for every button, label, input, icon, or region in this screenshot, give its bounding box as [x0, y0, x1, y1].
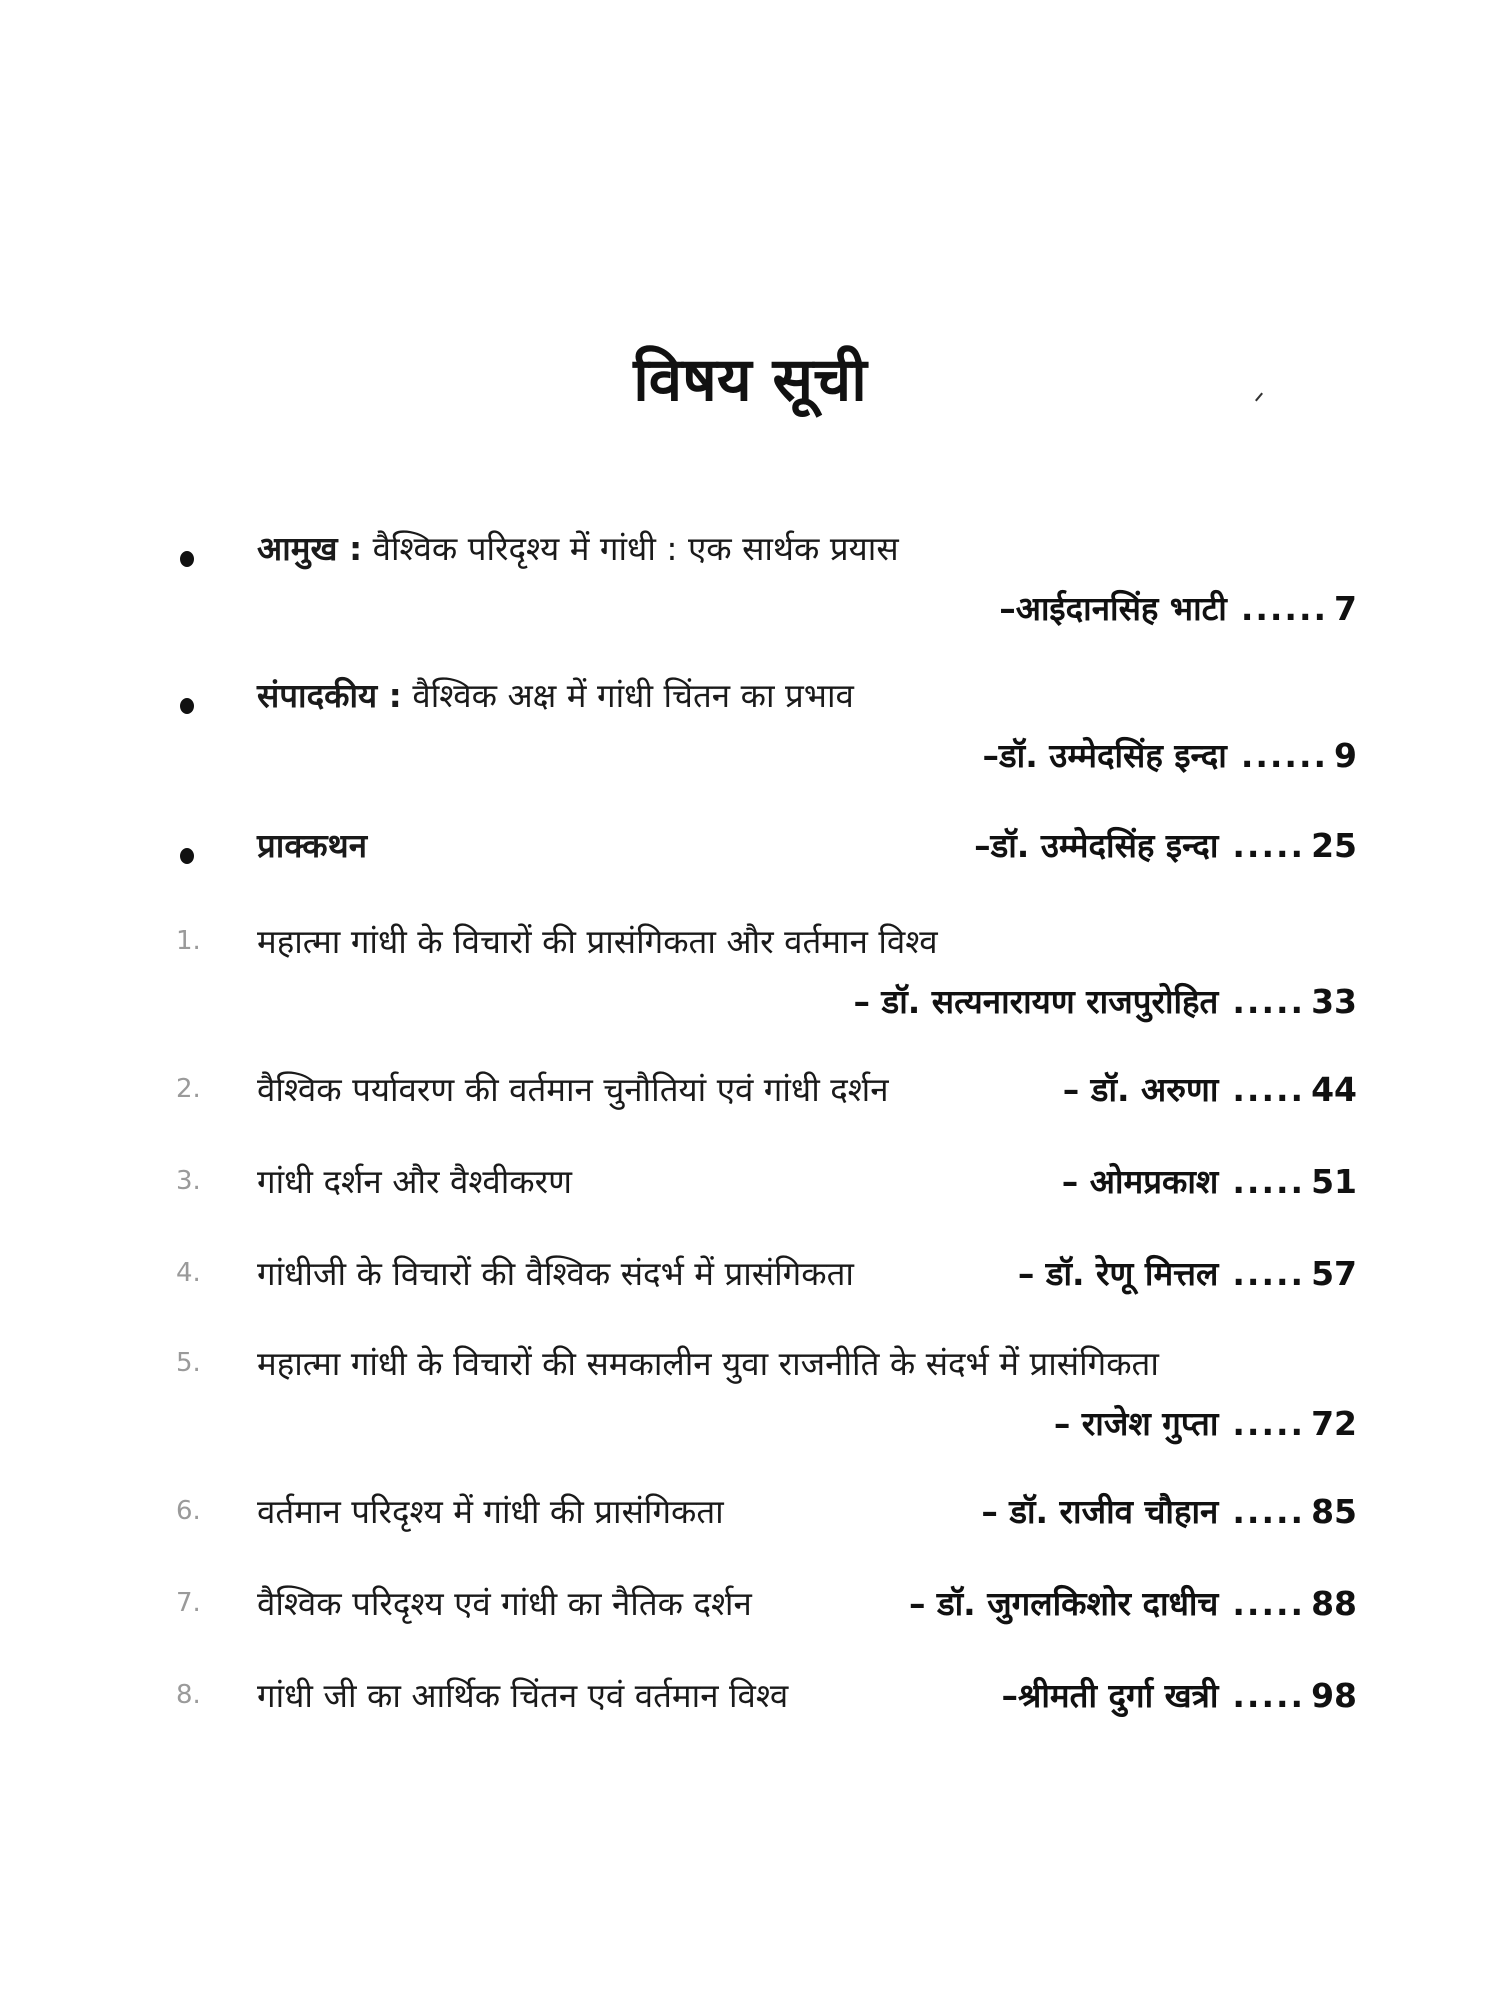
entry-title: [257, 1580, 752, 1625]
leader-dots: .....: [1232, 982, 1306, 1021]
leader-dots: .....: [1232, 1492, 1306, 1531]
entry-author: [1063, 1066, 1357, 1111]
entry-page-number: 9: [1334, 736, 1357, 775]
bullet-icon: [180, 698, 194, 714]
entry-page-number: 51: [1311, 1162, 1357, 1201]
entry-title: [257, 1250, 854, 1295]
page-title: विषय सूची: [633, 345, 867, 415]
entry-label: आमुख :: [257, 529, 363, 568]
entry-author: [1018, 1250, 1357, 1295]
entry-title-text: गांधी जी का आर्थिक चिंतन एवं वर्तमान विश्व: [257, 1676, 789, 1715]
leader-dots: .....: [1232, 1070, 1306, 1109]
entry-page-number: 88: [1311, 1584, 1357, 1623]
entry-author: [981, 1488, 1357, 1533]
entry-author-name: –डॉ. उम्मेदसिंह इन्दा: [974, 826, 1219, 865]
leader-dots: .....: [1232, 1254, 1306, 1293]
entry-author: [1054, 1400, 1357, 1445]
toc-entry: [0, 1340, 1500, 1480]
entry-number: 6.: [176, 1496, 201, 1526]
entry-number: 3.: [176, 1166, 201, 1196]
leader-dots: .....: [1232, 826, 1306, 865]
entry-title: [257, 1488, 724, 1533]
entry-page-number: 44: [1311, 1070, 1357, 1109]
entry-title: [257, 1066, 889, 1111]
bullet-icon: [180, 551, 194, 567]
leader-dots: .....: [1232, 1584, 1306, 1623]
entry-author-name: – डॉ. जुगलकिशोर दाधीच: [908, 1584, 1219, 1623]
leader-dots: .....: [1232, 1162, 1306, 1201]
entry-author-name: – डॉ. रेणू मित्तल: [1017, 1254, 1219, 1293]
entry-title-text: वर्तमान परिदृश्य में गांधी की प्रासंगिकता: [257, 1492, 724, 1531]
entry-author: [974, 822, 1357, 867]
entry-author: [909, 1580, 1357, 1625]
entry-number: 2.: [176, 1074, 201, 1104]
entry-author-name: –डॉ. उम्मेदसिंह इन्दा: [982, 736, 1227, 775]
entry-number: 1.: [176, 926, 201, 956]
entry-title-text: गांधीजी के विचारों की वैश्विक संदर्भ में प्रासंगिकता: [257, 1254, 854, 1293]
entry-page-number: 33: [1311, 982, 1357, 1021]
entry-page-number: 72: [1311, 1404, 1357, 1443]
entry-title: [257, 822, 367, 867]
entry-title-text: वैश्विक परिदृश्य एवं गांधी का नैतिक दर्शन: [257, 1584, 752, 1623]
entry-title-text: वैश्विक अक्ष में गांधी चिंतन का प्रभाव: [412, 676, 854, 715]
entry-page-number: 7: [1334, 589, 1357, 628]
entry-page-number: 85: [1311, 1492, 1357, 1531]
toc-entry: [0, 672, 1500, 812]
entry-author-name: – राजेश गुप्ता: [1053, 1404, 1219, 1443]
entry-author: [1001, 1672, 1357, 1717]
entry-title: [257, 672, 854, 717]
entry-label: संपादकीय :: [257, 676, 402, 715]
entry-author-name: – ओमप्रकाश: [1061, 1162, 1219, 1201]
entry-author: [1062, 1158, 1357, 1203]
entry-title-text: गांधी दर्शन और वैश्वीकरण: [257, 1162, 572, 1201]
leader-dots: ......: [1240, 589, 1329, 628]
entry-author-name: –आईदानसिंह भाटी: [999, 589, 1227, 628]
leader-dots: .....: [1232, 1676, 1306, 1715]
entry-number: 7.: [176, 1588, 201, 1618]
leader-dots: ......: [1240, 736, 1329, 775]
entry-title-text: वैश्विक परिदृश्य में गांधी : एक सार्थक प्रयास: [372, 529, 899, 568]
entry-author: [983, 732, 1357, 777]
entry-title-text: महात्मा गांधी के विचारों की प्रासंगिकता और वर्तमान विश्व: [257, 922, 938, 961]
entry-page-number: 98: [1311, 1676, 1357, 1715]
entry-title-text: वैश्विक पर्यावरण की वर्तमान चुनौतियां एवं गांधी दर्शन: [257, 1070, 889, 1109]
entry-title: [257, 1340, 1159, 1385]
entry-title: [257, 1158, 572, 1203]
entry-title: [257, 918, 938, 963]
bullet-icon: [180, 848, 194, 864]
entry-title: [257, 1672, 788, 1717]
entry-author-name: – डॉ. अरुणा: [1062, 1070, 1219, 1109]
entry-number: 5.: [176, 1348, 201, 1378]
entry-number: 8.: [176, 1680, 201, 1710]
entry-page-number: 25: [1311, 826, 1357, 865]
entry-author: [854, 978, 1357, 1023]
entry-title-text: महात्मा गांधी के विचारों की समकालीन युवा राजनीति के संदर्भ में प्रासंगिकता: [257, 1344, 1159, 1383]
entry-author-name: – डॉ. सत्यनारायण राजपुरोहित: [853, 982, 1219, 1021]
entry-author-name: – डॉ. राजीव चौहान: [981, 1492, 1219, 1531]
leader-dots: .....: [1232, 1404, 1306, 1443]
toc-entry: [0, 1672, 1500, 1812]
toc-entry: [0, 525, 1500, 665]
entry-author-name: –श्रीमती दुर्गा खत्री: [1001, 1676, 1219, 1715]
toc-entry: [0, 918, 1500, 1058]
entry-page-number: 57: [1311, 1254, 1357, 1293]
entry-author: [999, 585, 1357, 630]
entry-title-text: प्राक्कथन: [257, 826, 368, 865]
entry-number: 4.: [176, 1258, 201, 1288]
entry-title: [257, 525, 899, 570]
